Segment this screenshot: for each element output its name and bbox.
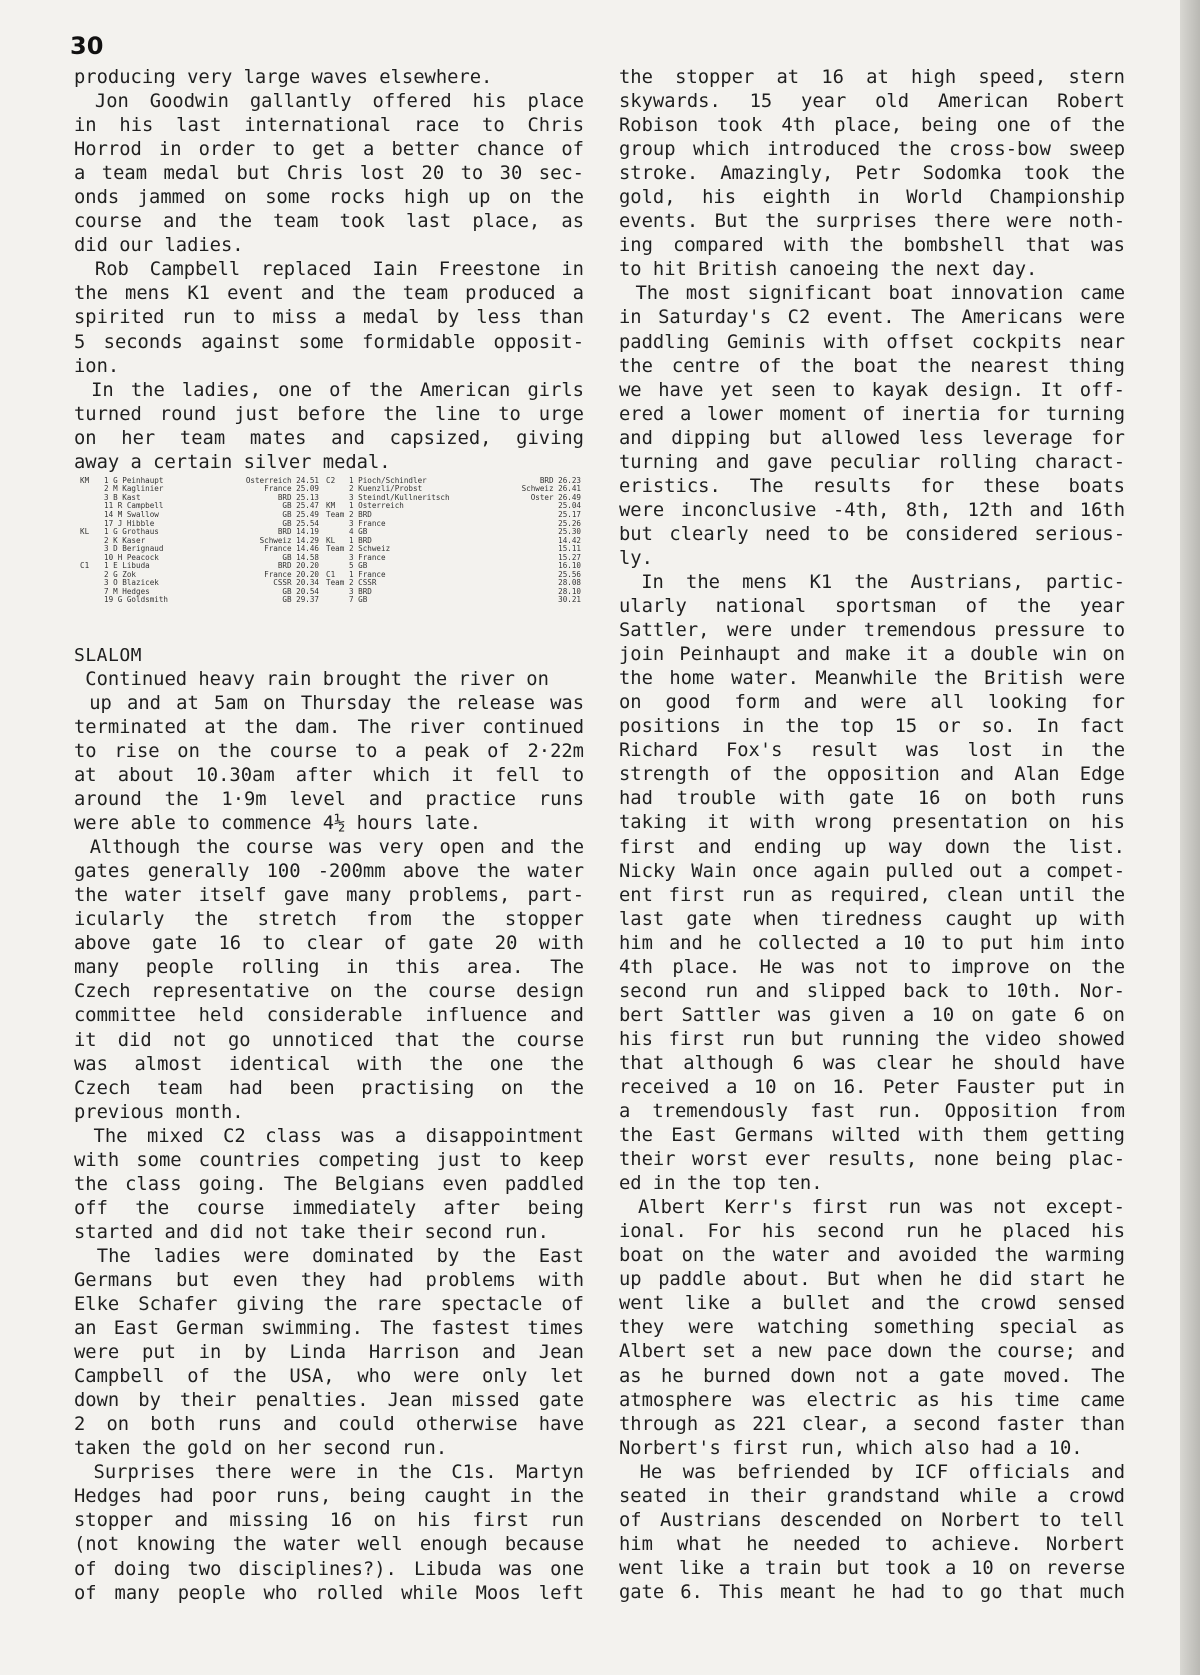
text-line: eristics. The results for these boats [619,475,1125,497]
results-cell: 3 D Berignaud [104,544,164,554]
results-cell: 1 G Grothaus [104,527,159,537]
results-cell: GB 29.37 [282,595,319,605]
text-line: stroke. Amazingly, Petr Sodomka took the [619,163,1125,185]
text-line: terminated at the dam. The river continued [74,716,584,738]
text-line: away a certain silver medal. [74,451,391,473]
text-line: it did not go unnoticed that the course [74,1029,584,1051]
results-cell: GB 25.49 [282,509,319,519]
text-line: we have yet seen to kayak design. It off- [619,379,1125,401]
results-cell: Osterreich 24.51 [245,475,319,485]
text-line: Albert Kerr's first run was not except- [619,1197,1125,1219]
text-line: the home water. Meanwhile the British were [619,668,1125,690]
text-line: the class going. The Belgians even paddled [74,1173,584,1195]
results-cell: 3 B Kast [104,492,141,502]
results-cell: France 20.20 [264,569,319,579]
results-cell: 4 GB [349,527,368,537]
text-line: the water itself gave many problems, part- [74,885,584,907]
text-line: a team medal but Chris lost 20 to 30 sec- [74,163,584,185]
text-line: seated in their grandstand while a crowd [619,1485,1125,1507]
section-heading: SLALOM [74,644,143,666]
text-line: Albert set a new pace down the course; and [619,1341,1125,1363]
text-line: turning and gave peculiar rolling charact- [619,451,1125,473]
text-line: gate 6. This meant he had to go that much [619,1581,1125,1603]
results-cell: Team [326,509,345,519]
text-line: around the 1·9m level and practice runs [74,789,584,811]
results-cell: 25.26 [558,518,581,528]
results-cell: Schweiz 26.41 [521,484,581,494]
text-line: (not knowing the water well enough because [74,1534,584,1556]
text-line: taken the gold on her second run. [74,1438,448,1460]
text-line: the East Germans wilted with them getting [619,1125,1125,1147]
right-column [619,66,1125,1605]
results-cell: 19 G Goldsmith [104,595,169,605]
results-cell: 3 France [349,552,386,562]
results-cell: BRD 14.19 [277,527,319,537]
results-competitor-column-2 [349,477,489,605]
text-line: bert Sattler was given a 10 on gate 6 on [619,1004,1125,1026]
text-line: producing very large waves elsewhere. [74,67,493,88]
page-number: 30 [70,32,104,60]
results-cell: 30.21 [558,595,581,605]
text-line: on her team mates and capsized, giving [74,427,584,449]
text-line: first and ending up way down the list. [619,836,1125,858]
text-line: Robison took 4th place, being one of the [619,115,1125,137]
text-line: Sattler, were under tremendous pressure to [619,620,1125,642]
text-line: his first run but running the video showed [619,1028,1125,1050]
text-line: icularly the stretch from the stopper [74,909,584,931]
results-cell: 7 GB [349,595,368,605]
results-cell: 25.30 [558,527,581,537]
text-line: as he burned down not a gate moved. The [619,1365,1125,1387]
body-text-right [619,66,1125,1605]
results-cell: KM [326,501,336,511]
results-cell: 3 France [349,518,386,528]
text-line: at about 10.30am after which it fell to [74,764,584,786]
results-cell: 2 K Kaser [104,535,146,545]
text-line: Germans but even they had problems with [74,1269,584,1291]
results-cell: 25.04 [558,501,581,511]
results-cell: BRD 26.23 [539,475,581,485]
text-line: him and he collected a 10 to put him into [619,932,1125,954]
text-line: last gate when tiredness caught up with [619,908,1125,930]
text-line: group which introduced the cross-bow sweep [619,139,1125,161]
results-cell: 25.56 [558,569,581,579]
text-line: In the ladies, one of the American girls [74,379,584,401]
results-cell: 15.27 [558,552,581,562]
text-line: strength of the opposition and Alan Edge [619,764,1125,786]
text-line: ing compared with the bombshell that was [619,235,1125,257]
text-line: with some countries competing just to keep [74,1149,584,1171]
results-cell: 28.10 [558,586,581,596]
results-cell: GB 14.58 [282,552,319,562]
results-cell: GB 20.54 [282,586,319,596]
text-line: the mens K1 event and the team produced a [74,283,584,305]
text-line: 5 seconds against some formidable opposit- [74,331,584,353]
text-line: up and at 5am on Thursday the release was [74,692,584,714]
results-cell: 16.10 [558,561,581,571]
text-line: him what he needed to achieve. Norbert [619,1533,1125,1555]
text-line: Although the course was very open and the [74,837,584,859]
results-cell: 3 BRD [349,586,372,596]
text-line: Elke Schafer giving the rare spectacle of [74,1294,584,1316]
text-line: positions in the top 15 or so. In fact [619,716,1125,738]
text-line: up paddle about. But when he did start he [619,1269,1125,1291]
text-line: Norbert's first run, which also had a 10. [619,1437,1083,1459]
results-cell: 2 BRD [349,509,372,519]
text-line: were able to commence 4½ hours late. [74,813,482,835]
text-line: their worst ever results, none being plac- [619,1149,1125,1171]
text-line: off the course immediately after being [74,1197,584,1219]
results-cell: 3 Steindl/Kullneritsch [349,492,450,502]
text-line: ed in the top ten. [619,1173,823,1195]
text-line: committee held considerable influence and [74,1005,584,1027]
text-line: In the mens K1 the Austrians, partic- [619,571,1125,593]
results-cell: 3 O Blazicek [104,578,159,588]
text-line: ered a lower moment of inertia for turning [619,403,1125,425]
text-line: started and did not take their second run. [74,1221,549,1243]
text-line: gates generally 100 -200mm above the water [74,861,584,883]
text-line: of many people who rolled while Moos left [74,1582,584,1604]
results-cell: 1 G Peinhaupt [104,475,164,485]
text-line: the centre of the boat the nearest thing [619,355,1125,377]
text-line: many people rolling in this area. The [74,957,584,979]
results-cell: France 14.46 [264,544,319,554]
text-line: taking it with wrong presentation on his [619,812,1125,834]
results-cell: 11 R Campbell [104,501,164,511]
results-cell: 1 Osterreich [349,501,404,511]
text-line: ional. For his second run he placed his [619,1221,1125,1243]
results-cell: 2 M Kaglinier [104,484,164,494]
intro-text [74,66,584,475]
text-line: Campbell of the USA, who were only let [74,1366,584,1388]
results-cell: KL [326,535,336,545]
text-line: they were watching something special as [619,1317,1125,1339]
text-line: an East German swimming. The fastest times [74,1318,584,1340]
text-line: Continued heavy rain brought the river on [74,668,549,690]
text-line: Horrod in order to get a better chance of [74,139,584,161]
results-table [74,477,584,642]
text-line: Rob Campbell replaced Iain Freestone in [74,259,584,281]
text-line: Czech representative on the course design [74,981,584,1003]
results-cell: C2 [326,475,336,485]
results-cell: 1 BRD [349,535,372,545]
text-line: The most significant boat innovation came [619,283,1125,305]
text-line: were inconclusive -4th, 8th, 12th and 16th [619,499,1125,521]
results-cell: Team [326,578,345,588]
results-cell: 1 Pioch/Schindler [349,475,427,485]
text-line: gold, his eighth in World Championship [619,187,1125,209]
results-cell: KM [80,475,90,485]
text-line: 4th place. He was not to improve on the [619,956,1125,978]
results-cell: BRD 25.13 [277,492,319,502]
text-line: a tremendously fast run. Opposition from [619,1101,1125,1123]
text-line: of Austrians descended on Norbert to tell [619,1509,1125,1531]
results-cell: Oster 26.49 [530,492,581,502]
text-line: previous month. [74,1101,244,1123]
results-cell: KL [80,527,90,537]
text-line: that although 6 was clear he should have [619,1052,1125,1074]
text-line: of doing two disciplines?). Libuda was one [74,1558,584,1580]
text-line: The mixed C2 class was a disappointment [74,1125,584,1147]
results-cell: 2 CSSR [349,578,377,588]
text-line: ion. [74,355,120,377]
text-line: second run and slipped back to 10th. Nor- [619,980,1125,1002]
results-cell: France 25.09 [264,484,319,494]
text-line: above gate 16 to clear of gate 20 with [74,933,584,955]
results-cell: 1 E Libuda [104,561,150,571]
text-line: turned round just before the line to urge [74,403,584,425]
text-line: were put in by Linda Harrison and Jean [74,1342,584,1364]
text-line: skywards. 15 year old American Robert [619,91,1125,113]
text-line: spirited run to miss a medal by less than [74,307,584,329]
text-line: down by their penalties. Jean missed gate [74,1390,584,1412]
text-line: ly. [619,547,653,569]
results-cell: 15.11 [558,544,581,554]
results-cell: C1 [80,561,90,571]
results-cell: BRD 20.20 [277,561,319,571]
text-line: and dipping but allowed less leverage for [619,427,1125,449]
results-cell: 14.42 [558,535,581,545]
results-cell: GB 25.47 [282,501,319,511]
results-cell: 2 G Zok [104,569,137,579]
results-cell: 28.08 [558,578,581,588]
text-line: but clearly need to be considered serious- [619,523,1125,545]
text-line: Jon Goodwin gallantly offered his place [74,91,584,113]
results-nation-time-column [229,477,319,605]
text-line: had trouble with gate 16 on both runs [619,788,1125,810]
text-line: was almost identical with the one the [74,1053,584,1075]
results-nation-time-column-2 [486,477,581,605]
text-line: onds jammed on some rocks high up on the [74,187,584,209]
results-cell: 5 GB [349,561,368,571]
results-cell: 2 Kuenzli/Probst [349,484,423,494]
results-cell: 1 France [349,569,386,579]
text-line: He was befriended by ICF officials and [619,1461,1125,1483]
text-line: to hit British canoeing the next day. [619,259,1038,281]
results-cell: Schweiz 14.29 [259,535,319,545]
text-line: Surprises there were in the C1s. Martyn [74,1462,584,1484]
text-line: Nicky Wain once again pulled out a compet- [619,860,1125,882]
body-text [74,668,584,1606]
left-column [74,66,584,1606]
text-line: ent first run as required, clean until the [619,884,1125,906]
text-line: atmosphere was electric as his time came [619,1389,1125,1411]
text-line: received a 10 on 16. Peter Fauster put in [619,1076,1125,1098]
text-line: Hedges had poor runs, being caught in the [74,1486,584,1508]
text-line: went like a train but took a 10 on reverse [619,1557,1125,1579]
text-line: paddling Geminis with offset cockpits near [619,331,1125,353]
results-cell: 7 M Hedges [104,586,150,596]
text-line: events. But the surprises there were noth- [619,211,1125,233]
text-line: Czech team had been practising on the [74,1077,584,1099]
text-line: stopper and missing 16 on his first run [74,1510,584,1532]
text-line: on good form and were all looking for [619,692,1125,714]
results-cell: 10 H Peacock [104,552,159,562]
results-cell: CSSR 20.34 [273,578,319,588]
text-line: The ladies were dominated by the East [74,1245,584,1267]
text-line: through as 221 clear, a second faster than [619,1413,1125,1435]
text-line: in his last international race to Chris [74,115,584,137]
text-line: the stopper at 16 at high speed, stern [619,67,1125,88]
text-line: went like a bullet and the crowd sensed [619,1293,1125,1315]
results-cell: C1 [326,569,336,579]
text-line: boat on the water and avoided the warming [619,1245,1125,1267]
results-cell: 25.17 [558,509,581,519]
text-line: in Saturday's C2 event. The Americans were [619,307,1125,329]
text-line: did our ladies. [74,235,244,257]
text-line: Richard Fox's result was lost in the [619,740,1125,762]
results-competitor-column [104,477,229,605]
text-line: 2 on both runs and could otherwise have [74,1414,584,1436]
text-line: join Peinhaupt and make it a double win on [619,644,1125,666]
text-line: course and the team took last place, as [74,211,584,233]
text-line: ularly national sportsman of the year [619,596,1125,618]
results-cell: GB 25.54 [282,518,319,528]
results-cell: 2 Schweiz [349,544,391,554]
text-line: to rise on the course to a peak of 2·22m [74,740,584,762]
page-edge [1180,0,1200,1675]
results-cell: 14 M Swallow [104,509,159,519]
results-cell: 17 J Hibble [104,518,155,528]
results-cell: Team [326,544,345,554]
